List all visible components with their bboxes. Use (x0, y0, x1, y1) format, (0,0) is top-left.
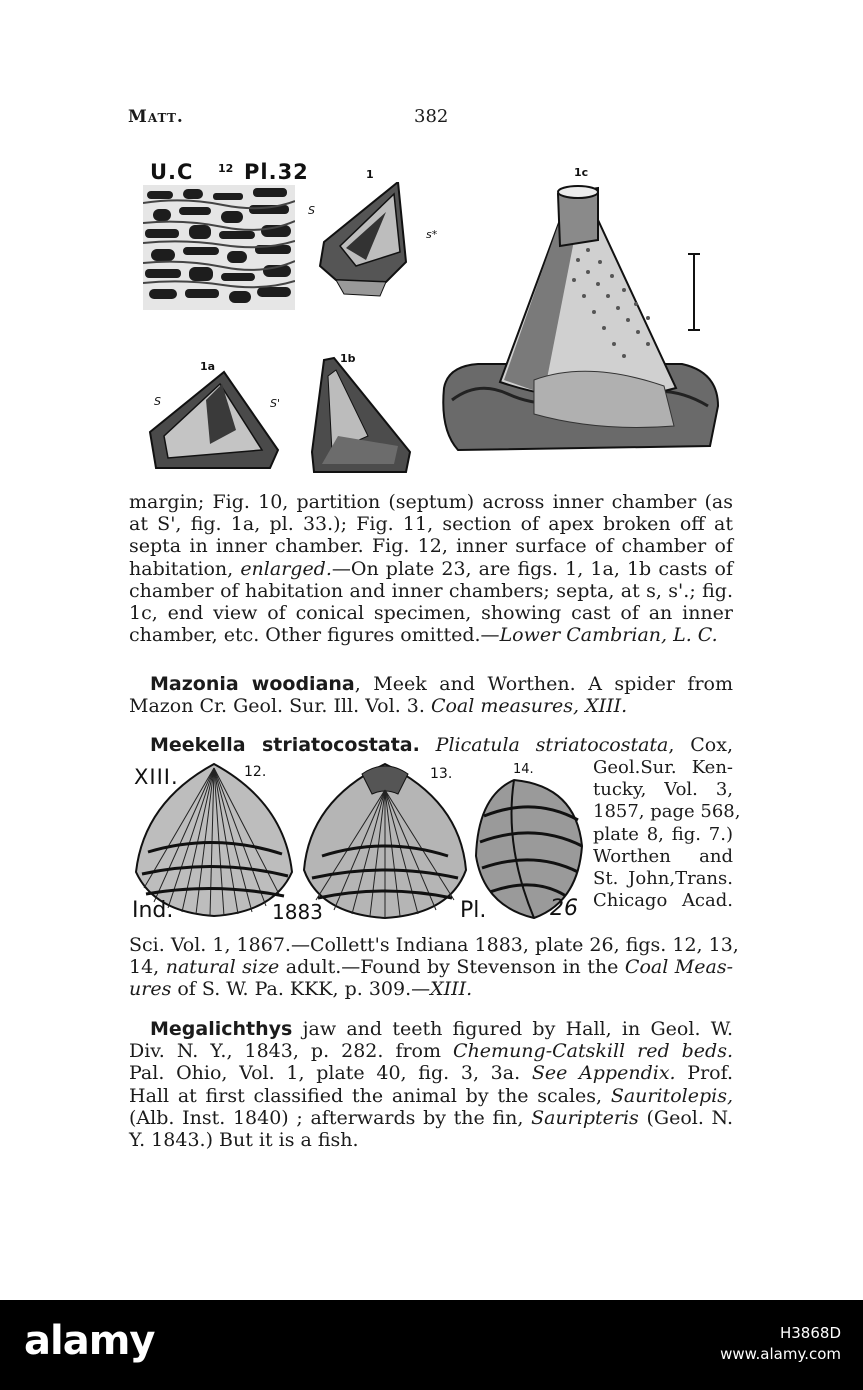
page-number: 382 (414, 106, 449, 127)
running-head: Matt. (128, 107, 184, 127)
text-line: ures of S. W. Pa. KKK, p. 309.—XIII. (129, 978, 473, 1001)
text-line: St. John,Trans. (593, 868, 733, 890)
figure-13-shell (302, 760, 468, 920)
text-line: margin; Fig. 10, partition (septum) across inner chamber (as (129, 491, 733, 513)
label-fig-13: 13. (430, 766, 453, 782)
text-line: Div. N. Y., 1843, p. 282. from Chemung-Catskill red beds. (129, 1040, 733, 1063)
label-s: S (308, 204, 315, 217)
text-line: Meekella striatocostata. Plicatula striatocostata, Cox, (150, 734, 733, 756)
text-line: Geol.Sur. Ken- (593, 757, 733, 778)
text-line: Chicago Acad. (593, 890, 733, 912)
text-line: Worthen and (593, 845, 733, 867)
figure-1-tooth (316, 182, 408, 300)
text-line: Megalichthys jaw and teeth figured by Hall, in Geol. W. (150, 1018, 733, 1040)
label-fig-1b: 1b (340, 352, 356, 365)
text-line: 1857, page 568, (593, 801, 741, 823)
text-line: habitation, enlarged.—On plate 23, are figs. 1, 1a, 1b casts of (129, 557, 734, 580)
label-s-prime: S' (270, 397, 281, 410)
label-fig-14: 14. (513, 762, 534, 777)
text-line: plate 8, fig. 7.) (593, 823, 733, 845)
site-url: www.alamy.com (720, 1345, 841, 1363)
meekella-wrap-text (593, 757, 741, 912)
label-plate-32: Pl.32 (244, 160, 309, 184)
label-26: 26 (550, 896, 578, 921)
text-line: chamber of habitation and inner chambers; septa, at s, s'.; fig. (129, 579, 733, 602)
entry-megalichthys (129, 1018, 733, 1151)
text-line: Mazon Cr. Geol. Sur. Ill. Vol. 3. Coal measures, XIII. (129, 695, 628, 718)
text-line: Hall at first classified the animal by the scales, Sauritolepis, (129, 1084, 733, 1107)
watermark-logo: alamy (24, 1318, 155, 1364)
entry-mazonia (129, 673, 733, 717)
label-fig-1c: 1c (574, 166, 589, 179)
label-plate-xiii: XIII. (134, 765, 179, 789)
label-fig-12: 12. (244, 764, 267, 780)
species-name: Mazonia woodiana (150, 673, 355, 695)
label-fig-1a: 1a (200, 360, 216, 373)
text-line: Mazonia woodiana, Meek and Worthen. A spider from (150, 673, 733, 695)
text-line: tucky, Vol. 3, (593, 779, 733, 801)
text-line: (Alb. Inst. 1840) ; afterwards by the fin, Sauripteris (Geol. N. (129, 1106, 734, 1129)
species-name: Meekella striatocostata. (150, 734, 420, 756)
paragraph-description (129, 491, 733, 646)
figure-12-texture (143, 185, 295, 310)
text-line: 1c, end view of conical specimen, showing cast of an inner (129, 602, 733, 625)
label-s-left: S (154, 395, 161, 408)
text-line: chamber, etc. Other figures omitted.—Lower Cambrian, L. C. (129, 624, 718, 647)
label-s-star: s* (426, 228, 438, 241)
figure-1a-tooth (146, 370, 282, 472)
label-fig-12: 12 (218, 162, 234, 175)
text-line: septa in inner chamber. Fig. 12, inner surface of chamber of (129, 535, 733, 558)
text-line: 14, natural size adult.—Found by Stevenson in the Coal Meas- (129, 956, 733, 979)
label-ind: Ind. (132, 898, 174, 923)
entry-meekella-body (129, 934, 739, 1001)
label-1883: 1883 (272, 900, 323, 924)
image-id: H3868D (779, 1324, 841, 1342)
species-name: Megalichthys (150, 1018, 293, 1040)
text-line: Sci. Vol. 1, 1867.—Collett's Indiana 1883, plate 26, figs. 12, 13, (129, 934, 739, 956)
label-uc: U.C (150, 160, 194, 184)
text-line: Y. 1843.) But it is a fish. (129, 1129, 359, 1152)
figure-1b-tooth (308, 356, 414, 476)
label-pl: Pl. (460, 898, 487, 923)
text-line: Pal. Ohio, Vol. 1, plate 40, fig. 3, 3a. See Appendix. Prof. (129, 1062, 733, 1085)
watermark-info (720, 1323, 841, 1365)
entry-meekella-heading (129, 734, 733, 756)
figure-1c-cone (438, 180, 722, 452)
label-fig-1: 1 (366, 168, 374, 181)
text-line: at S', fig. 1a, pl. 33.); Fig. 11, section of apex broken off at (129, 513, 733, 536)
